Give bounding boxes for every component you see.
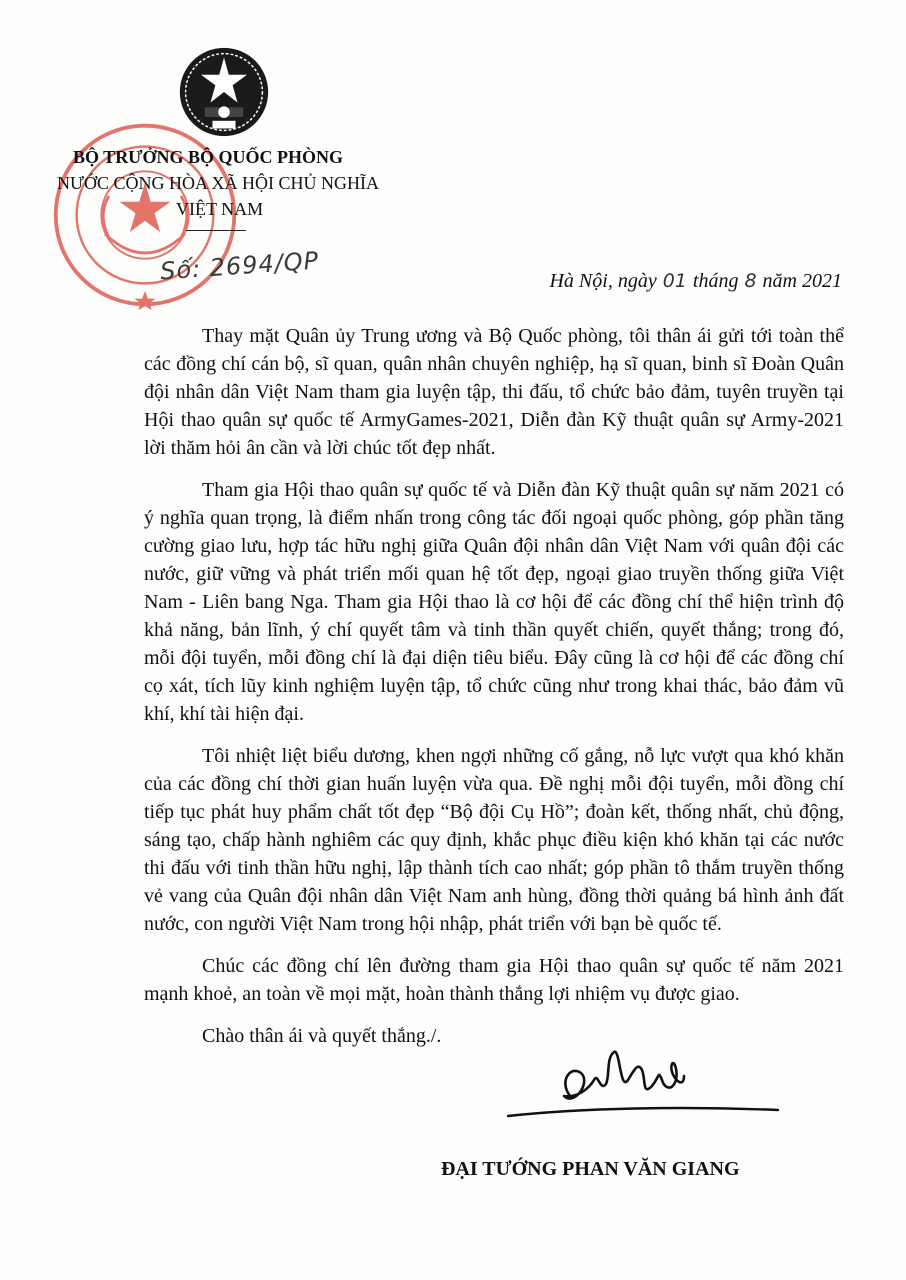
body-paragraph: Chào thân ái và quyết thắng./. bbox=[202, 1025, 442, 1047]
date-day: 01 bbox=[662, 270, 687, 292]
signer-name: ĐẠI TƯỚNG PHAN VĂN GIANG bbox=[441, 1158, 740, 1180]
seal-text-line-1: NƯỚC CỘNG HÒA XÃ HỘI CHỦ NGHĨA bbox=[57, 173, 379, 193]
body-paragraph: Tôi nhiệt liệt biểu dương, khen ngợi những cố gắng, nỗ lực vượt qua khó khăn của các đồng chí thời gian huấn luyện vừa qua. Đề nghị mỗi đội tuyển, mỗi đồng chí tiếp tục phát huy phẩm chất tốt đẹp “Bộ đội Cụ Hồ”; đoàn kết, thống nhất, chủ động, sáng tạo, chấp hành nghiêm các quy định, khắc phục điều kiện khó khăn tại các nước thi đấu với tinh thần hữu nghị, lập thành tích cao nhất; góp phần tô thắm truyền thống vẻ vang của Quân đội nhân dân Việt Nam anh hùng, đồng thời quảng bá hình ảnh đất nước, con người Việt Nam trong hội nhập, phát triển với bạn bè quốc tế. bbox=[144, 745, 844, 935]
date-prefix: Hà Nội, ngày bbox=[549, 270, 657, 292]
body-paragraph: Chúc các đồng chí lên đường tham gia Hội thao quân sự quốc tế năm 2021 mạnh khoẻ, an toàn về mọi mặt, hoàn thành thắng lợi nhiệm vụ được giao. bbox=[144, 955, 844, 1005]
date-line bbox=[549, 270, 842, 293]
header-underline bbox=[186, 230, 246, 231]
letter-body bbox=[144, 322, 844, 1064]
handwritten-signature-icon bbox=[502, 1040, 782, 1130]
body-paragraph: Tham gia Hội thao quân sự quốc tế và Diễn đàn Kỹ thuật quân sự năm 2021 có ý nghĩa quan trọng, là điểm nhấn trong công tác đối ngoại quốc phòng, góp phần tăng cường giao lưu, hợp tác hữu nghị giữa Quân đội nhân dân Việt Nam với quân đội các nước, giữ vững và phát triển mối quan hệ tốt đẹp, ngoại giao truyền thống giữa Việt Nam - Liên bang Nga. Tham gia Hội thao là cơ hội để các đồng chí thể hiện trình độ khả năng, bản lĩnh, ý chí quyết tâm và tinh thần quyết chiến, quyết thắng; trong đó, mỗi đội tuyển, mỗi đồng chí là đại diện tiêu biểu. Đây cũng là cơ hội để các đồng chí cọ xát, tích lũy kinh nghiệm luyện tập, tổ chức cũng như trong khai thác, bảo đảm vũ khí, khí tài hiện đại. bbox=[144, 479, 844, 725]
date-month-label: tháng bbox=[692, 270, 739, 292]
document-number: Số: 2694/QP bbox=[159, 246, 320, 286]
body-paragraph: Thay mặt Quân ủy Trung ương và Bộ Quốc phòng, tôi thân ái gửi tới toàn thể các đồng chí cán bộ, sĩ quan, quân nhân chuyên nghiệp, hạ sĩ quan, binh sĩ Đoàn Quân đội nhân dân Việt Nam tham gia luyện tập, thi đấu, tổ chức bảo đảm, tuyên truyền tại Hội thao quân sự quốc tế ArmyGames-2021, Diễn đàn Kỹ thuật quân sự Army-2021 lời thăm hỏi ân cần và lời chúc tốt đẹp nhất. bbox=[144, 325, 844, 459]
date-month: 8 bbox=[744, 270, 757, 292]
issuing-authority: BỘ TRƯỞNG BỘ QUỐC PHÒNG bbox=[73, 147, 344, 167]
seal-text-line-2: VIỆT NAM bbox=[176, 199, 264, 219]
date-year: năm 2021 bbox=[762, 270, 842, 292]
